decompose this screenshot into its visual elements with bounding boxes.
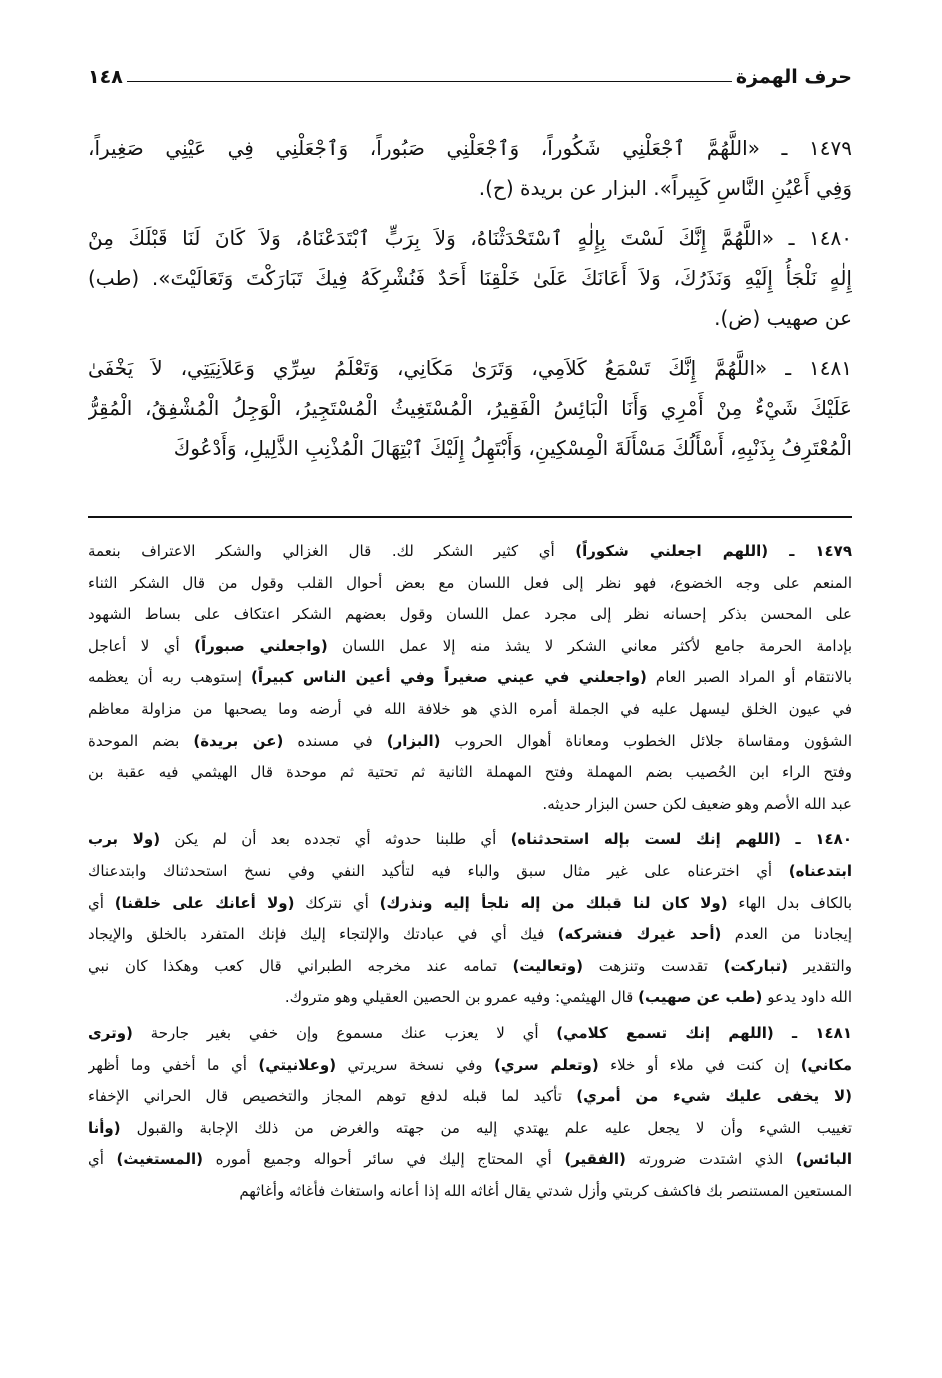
footnote-line [88, 856, 852, 888]
quoted-term: (وتعلم سري) [493, 1055, 599, 1074]
commentary-text: تمامه عند مخرجه الطبراني قال كعب وهكذا كان نبي [88, 956, 513, 975]
quoted-term: (تباركت) [723, 956, 788, 975]
footnote-line [88, 536, 852, 568]
commentary-text: إستوهب ربه أن يعظمه [88, 668, 252, 687]
footnote-line [88, 631, 852, 663]
footnote-line [88, 951, 852, 983]
commentary-text: الشؤون ومقاساة جلائل الخطوب ومعاناة أهوال الحروب [440, 731, 852, 750]
footnote-line [88, 599, 852, 631]
text-line: عن صهيب (ض). [714, 306, 852, 330]
text-line: وَفِي أَعْيُنِ النَّاسِ كَبِيراً». البزار عن بريدة (ح). [478, 176, 852, 200]
quoted-term: مكاني) [800, 1055, 852, 1074]
running-header [88, 58, 852, 88]
footnote-line [88, 1113, 852, 1145]
footnote-line [88, 1176, 852, 1208]
footnote-separator [88, 516, 852, 518]
commentary-text: إن كنت في ملاء أو خلاء [598, 1055, 801, 1074]
footnote-paragraph [88, 536, 852, 820]
commentary-text: والتقدير [787, 956, 852, 975]
commentary-text: أي [88, 893, 115, 912]
quoted-term: (لا يخفى عليك شيء من أمري) [576, 1087, 852, 1106]
footnote-line [88, 694, 852, 726]
commentary-footnotes [88, 536, 852, 1211]
commentary-text: الذي اشتدت ضرورته [625, 1150, 796, 1169]
commentary-text: أي لا أعاجل [88, 636, 195, 655]
text-line: ١٤٨٠ ـ «اللَّهُمَّ إِنَّكَ لَسْتَ بِإِلٰهٍ ٱسْتَحْدَثْنَاهُ، وَلاَ بِرَبٍّ ٱبْتَدَعْنَاهُ، وَلاَ كَانَ لَنَا قَبْلَكَ مِنْ [88, 226, 852, 250]
quoted-term: (واجعلني صبوراً) [194, 636, 328, 655]
commentary-text: وفي نسخة سريرتي [336, 1055, 494, 1074]
commentary-text: أي اخترعناه على غير مثال سبق والباء فيه لتأكيد النفي وفي نسخ استحدثناك وابتدعناك [88, 861, 789, 880]
quoted-term: ابتدعناه) [788, 861, 852, 880]
quoted-term: (البزار) [386, 731, 441, 750]
footnote-paragraph [88, 824, 852, 1014]
header-rule [127, 81, 732, 82]
commentary-text: بضم الموحدة [88, 731, 194, 750]
commentary-text: فيك أي في عبادتك والإلتجاء إليك فإنك المتفرد بالخلق والإيجاد [88, 925, 558, 944]
quoted-term: (ولا كان لنا قبلك من إله نلجأ إليه ونذرك) [379, 893, 728, 912]
footnote-line [88, 1050, 852, 1082]
footnote-line [88, 1081, 852, 1113]
commentary-text: الله داود يدعو [762, 988, 852, 1007]
text-line: إِلٰهٍ نَلْجَأُ إِلَيْهِ وَنَذَرُكَ، وَلاَ أَعَانَكَ عَلَىٰ خَلْقِنَا أَحَدٌ فَنُشْرِكَهُ فِيكَ تَبَارَكْتَ وَتَعَالَيْتَ». (طب) [88, 266, 852, 290]
quoted-term: (عن بريدة) [193, 731, 284, 750]
commentary-text: أي نتركك [294, 893, 380, 912]
footnote-line [88, 824, 852, 856]
commentary-text: بالكاف بدل الهاء [727, 893, 852, 912]
footnote-line [88, 726, 852, 758]
footnote-line [88, 1144, 852, 1176]
commentary-text: المنعم على وجه الخضوع، فهو نظر إلى فعل اللسان مع بعض أحوال القلب وقول من قال الشكر الثناء [88, 573, 852, 592]
commentary-text: المستعين المستنصر بك فاكشف كربتي وأزل شدتي يقال أغاثه الله إذا أعانه واستغاث فأغاثه وأغاثهم [239, 1181, 852, 1200]
quoted-term: (وتعاليت) [512, 956, 583, 975]
quoted-term: البائس) [795, 1150, 852, 1169]
commentary-text: أي [88, 1150, 117, 1169]
commentary-text: تأكيد لما قبله لدفع توهم المجاز والتخصيص قال الحراني الإخفاء [88, 1087, 577, 1106]
hadith-paragraph [88, 348, 852, 468]
footnote-paragraph [88, 1018, 852, 1208]
hadith-paragraph [88, 128, 852, 208]
quoted-term: (وعلانيتي) [258, 1055, 337, 1074]
commentary-text: أي ما أخفي وما أظهر [88, 1055, 259, 1074]
commentary-text: تقدست وتنزهت [582, 956, 724, 975]
text-line: الْمُعْتَرِفُ بِذَنْبِهِ، أَسْأَلُكَ مَسْأَلَةَ الْمِسْكِينِ، وَأَبْتَهِلُ إِلَيْكَ ٱبْتِهَالَ الْمُذْنِبِ الذَّلِيلِ، وَأَدْعُوكَ [173, 436, 852, 460]
quoted-term: (ولا برب [88, 830, 161, 849]
commentary-text: عبد الله الأصم وهو ضعيف لكن حسن البزار حديثه. [542, 794, 852, 813]
commentary-text: أي لا يعزب عنك مسموع وإن خفي بغير جارحة [132, 1023, 557, 1042]
chapter-title: حرف الهمزة [735, 66, 852, 88]
commentary-text: وفتح الراء ابن الحُصيب بضم المهملة وفتح المهملة الثانية ثم تحتية ثم موحدة قال الهيثمي فيه عقبة بن [88, 763, 852, 782]
quoted-term: (وترى [88, 1023, 133, 1042]
quoted-term: (ولا أعانك على خلقنا) [114, 893, 295, 912]
text-line: ١٤٨١ ـ «اللَّهُمَّ إِنَّكَ تَسْمَعُ كَلاَمِي، وَتَرَىٰ مَكَانِي، وَتَعْلَمُ سِرِّي وَعَلاَنِيَتِي، لاَ يَخْفَىٰ [88, 356, 852, 380]
commentary-text: أي طلبنا حدوثه أي تجدده بعد أن لم يكن [160, 830, 511, 849]
quoted-term: ١٤٨١ ـ (اللهم إنك تسمع كلامي) [556, 1023, 852, 1042]
text-line: ١٤٧٩ ـ «اللَّهُمَّ ٱجْعَلْنِي شَكُوراً، وَٱجْعَلْنِي صَبُوراً، وَٱجْعَلْنِي فِي عَيْنِي صَغِيراً، [88, 136, 852, 160]
quoted-term: (واجعلني في عيني صغيراً وفي أعين الناس كبيراً) [251, 668, 647, 687]
commentary-text: قال الهيثمي: وفيه عمرو بن الحصين العقيلي وهو متروك. [284, 988, 639, 1007]
commentary-text: أي المحتاج إليك في سائر أحواله وجميع أموره [202, 1150, 565, 1169]
quoted-term: (الفقير) [564, 1150, 626, 1169]
commentary-text: بالانتقام أو المراد الصبر العام [646, 668, 852, 687]
footnote-line [88, 568, 852, 600]
quoted-term: (وأنا [88, 1118, 121, 1137]
quoted-term: ١٤٧٩ ـ (اللهم اجعلني شكوراً) [575, 542, 852, 560]
footnote-line [88, 982, 852, 1014]
commentary-text: تغييب الشيء وأن لا يجعل عليه علم يهتدي إليه من جهته والغرض من ذلك الإجابة والقبول [120, 1118, 852, 1137]
quoted-term: (طب عن صهيب) [638, 988, 763, 1007]
footnote-line [88, 757, 852, 789]
hadith-paragraph [88, 218, 852, 338]
footnote-line [88, 888, 852, 920]
main-text [88, 128, 852, 478]
commentary-text: إيجادنا من العدم [721, 925, 852, 944]
quoted-term: (المستغيث) [116, 1150, 203, 1169]
footnote-line [88, 789, 852, 821]
text-line: عَلَيْكَ شَيْءٌ مِنْ أَمْرِي وَأَنَا الْبَائِسُ الْفَقِيرُ، الْمُسْتَغِيثُ الْمُسْتَجِيرُ، الْوَجِلُ الْمُشْفِقُ، الْمُقِرُّ [88, 396, 852, 420]
quoted-term: (أحد غيرك فنشركه) [557, 925, 722, 944]
commentary-text: في مسنده [283, 731, 387, 750]
commentary-text: في عيون الخلق ليسهل عليه في الجملة أمره الذي هو خلافة الله في أرضه وما يصحبها من مزاولة معاظم [88, 699, 852, 718]
footnote-line [88, 662, 852, 694]
commentary-text: أي كثير الشكر لك. قال الغزالي والشكر الاعتراف بنعمة [88, 542, 576, 560]
footnote-line [88, 1018, 852, 1050]
commentary-text: على المحسن بذكر إحسانه نظر إلى مجرد عمل اللسان وقول بعضهم الشكر اعتكاف على بساط الشهود [88, 605, 852, 624]
page-number: ١٤٨ [88, 66, 123, 88]
quoted-term: ١٤٨٠ ـ (اللهم إنك لست بإله استحدثناه) [510, 830, 852, 849]
footnote-line [88, 919, 852, 951]
commentary-text: بإدامة الحرمة جامع لأكثر معاني الشكر لا يشذ منه إلا عمل اللسان [327, 636, 852, 655]
